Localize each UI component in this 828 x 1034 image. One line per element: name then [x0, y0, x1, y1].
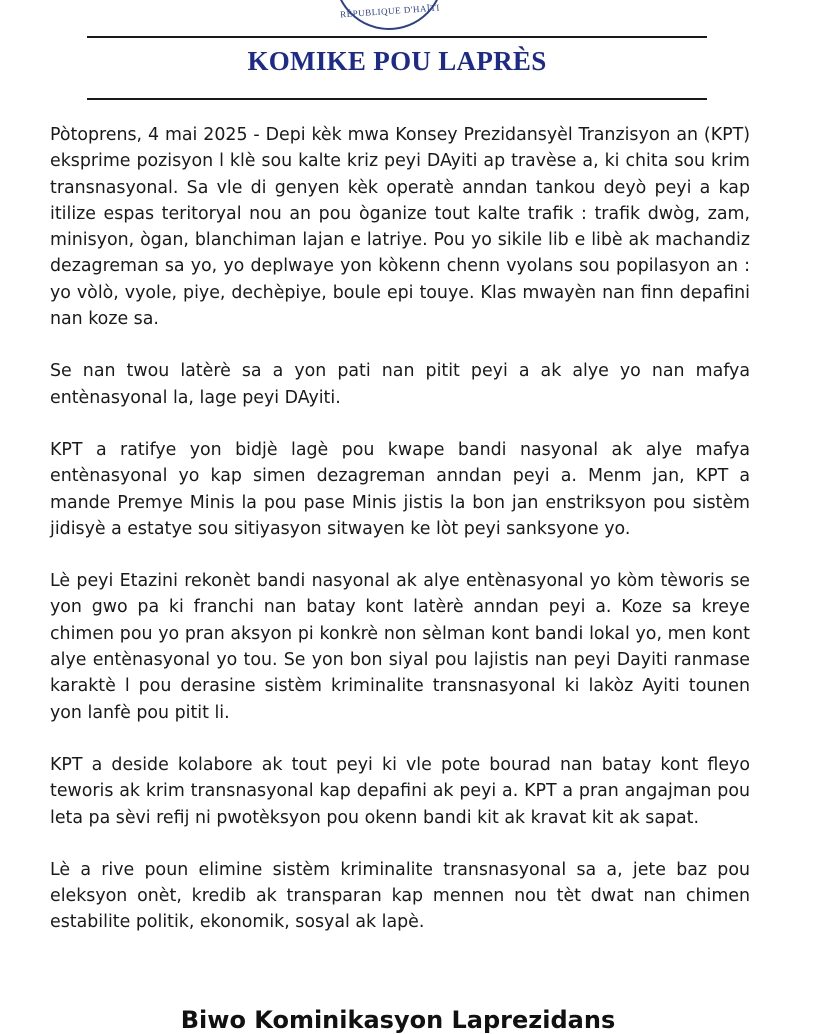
paragraph-collaboration: KPT a deside kolabore ak tout peyi ki vle pote bourad nan batay kont fleyo teworis ak krim transnasyonal kap depafini ak peyi a. KPT a pran angajman pou leta pa sèvi refij ni pwotèksyon pou okenn bandi kit ak kravat kit ak sapat. [50, 754, 750, 828]
communique-body [50, 122, 750, 962]
paragraph-war-budget: KPT a ratifye yon bidjè lagè pou kwape bandi nasyonal ak alye mafya entènasyonal yo kap simen dezagreman anndan peyi a. Menm jan, KPT a mande Premye Minis la pou pase Minis jistis la bon jan enstriksyon pou sistèm jidisyè a estatye sou sitiyasyon sitwayen ke lòt peyi sanksyone yo. [50, 439, 750, 539]
header-rule-top [87, 36, 707, 38]
signature-office: Biwo Kominikasyon Laprezidans [180, 1006, 616, 1034]
paragraph-terror-hole: Se nan twou latèrè sa a yon pati nan pitit peyi a ak alye yo nan mafya entènasyonal la, lage peyi DAyiti. [50, 361, 750, 408]
paragraph-intro: Pòtoprens, 4 mai 2025 - Depi kèk mwa Konsey Prezidansyèl Tranzisyon an (KPT) eksprime pozisyon l klè sou kalte kriz peyi DAyiti ap travèse a, ki chita sou krim transnasyonal. Sa vle di genyen kèk operatè anndan tankou deyò peyi a kap itilize espas teritoryal nou an pou òganize tout kalte trafik : trafik dwòg, zam, minisyon, ògan, blanchiman lajan e latriye. Pou yo sikile lib e libè ak machandiz dezagreman sa yo, yo deplwaye yon kòkenn chenn vyolans sou popilasyon an : yo vòlò, vyole, piye, dechèpiye, boule epi touye. Klas mwayèn nan finn depafini nan koze sa. [50, 125, 750, 330]
header-rule-bottom [87, 98, 707, 100]
paragraph-conclusion: Lè a rive poun elimine sistèm kriminalite transnasyonal sa a, jete baz pou eleksyon onèt, kredib ak transparan kap mennen nou tèt dwat nan chimen estabilite politik, ekonomik, sosyal ak lapè. [50, 859, 750, 933]
paragraph-us-recognition: Lè peyi Etazini rekonèt bandi nasyonal ak alye entènasyonal yo kòm tèworis se yon gwo pa ki franchi nan batay kont latèrè anndan peyi a. Koze sa kreye chimen pou yo pran aksyon pi konkrè non sèlman kont bandi lokal yo, men kont alye entènasyonal yo tou. Se yon bon siyal pou lajistis nan peyi Dayiti ranmase karaktè l pou derasine sistèm kriminalite transnasyonal ki lakòz Ayiti tounen yon lanfè pou pitit li. [50, 571, 750, 723]
seal-caption: RÉPUBLIQUE D'HAÏTI [339, 2, 441, 20]
page-title: KOMIKE POU LAPRÈS [247, 46, 547, 76]
